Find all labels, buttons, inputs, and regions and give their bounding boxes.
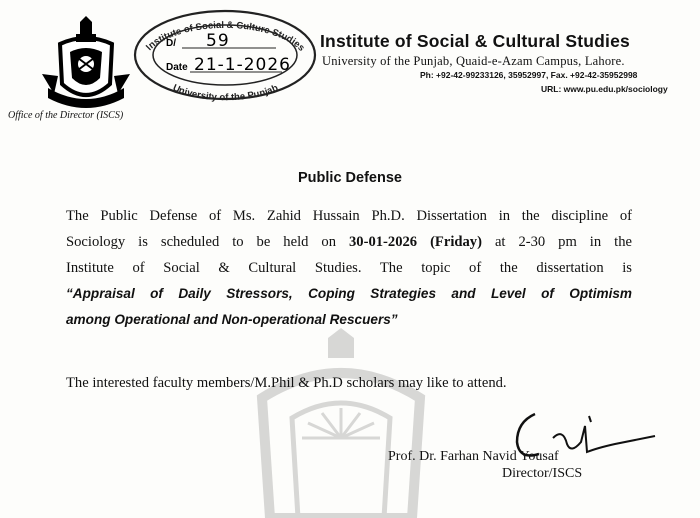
- notice-paragraph: [66, 203, 632, 333]
- stamp-top-arc: Institute of Social & Culture Studies: [144, 19, 307, 54]
- institute-name: Institute of Social & Cultural Studies: [320, 31, 630, 51]
- stamp-no-value: 59: [206, 31, 230, 51]
- paragraph-line-3: Institute of Social & Cultural Studies. The topic of the dissertation is: [66, 260, 632, 276]
- crest-watermark: [232, 328, 450, 518]
- dissertation-topic-line-1: “Appraisal of Daily Stressors, Coping Strategies and Level of Optimism: [66, 286, 632, 301]
- stamp-date-label: Date: [166, 62, 188, 73]
- institute-stamp: [132, 8, 318, 102]
- defense-date: 30-01-2026 (Friday): [349, 234, 482, 250]
- paragraph-line-1: The Public Defense of Ms. Zahid Hussain Ph.D. Dissertation in the discipline of: [66, 208, 632, 224]
- signatory-name: Prof. Dr. Farhan Navid Yousaf: [388, 449, 559, 464]
- university-crest-logo: [40, 14, 132, 114]
- dissertation-topic-line-2: among Operational and Non-operational Rescuers”: [66, 312, 398, 327]
- stamp-date-value: 21-1-2026: [194, 55, 291, 75]
- university-line: University of the Punjab, Quaid-e-Azam Campus, Lahore.: [322, 54, 625, 68]
- website-url: URL: www.pu.edu.pk/sociology: [541, 84, 668, 94]
- signatory-title: Director/ISCS: [502, 466, 583, 481]
- schedule-time: at 2-30 pm in the: [494, 234, 632, 250]
- phone-fax-line: Ph: +92-42-99233126, 35952997, Fax. +92-42-35952998: [420, 70, 638, 80]
- stamp-bottom-arc: University of the Punjab: [170, 82, 280, 102]
- schedule-text: Sociology is scheduled to be held on: [66, 234, 337, 250]
- office-line: Office of the Director (ISCS): [8, 110, 124, 121]
- invitation-line: The interested faculty members/M.Phil & Ph.D scholars may like to attend.: [66, 375, 507, 391]
- paragraph-line-2: [66, 229, 632, 255]
- stamp-no-label: D/: [166, 38, 176, 49]
- notice-title: Public Defense: [298, 170, 402, 186]
